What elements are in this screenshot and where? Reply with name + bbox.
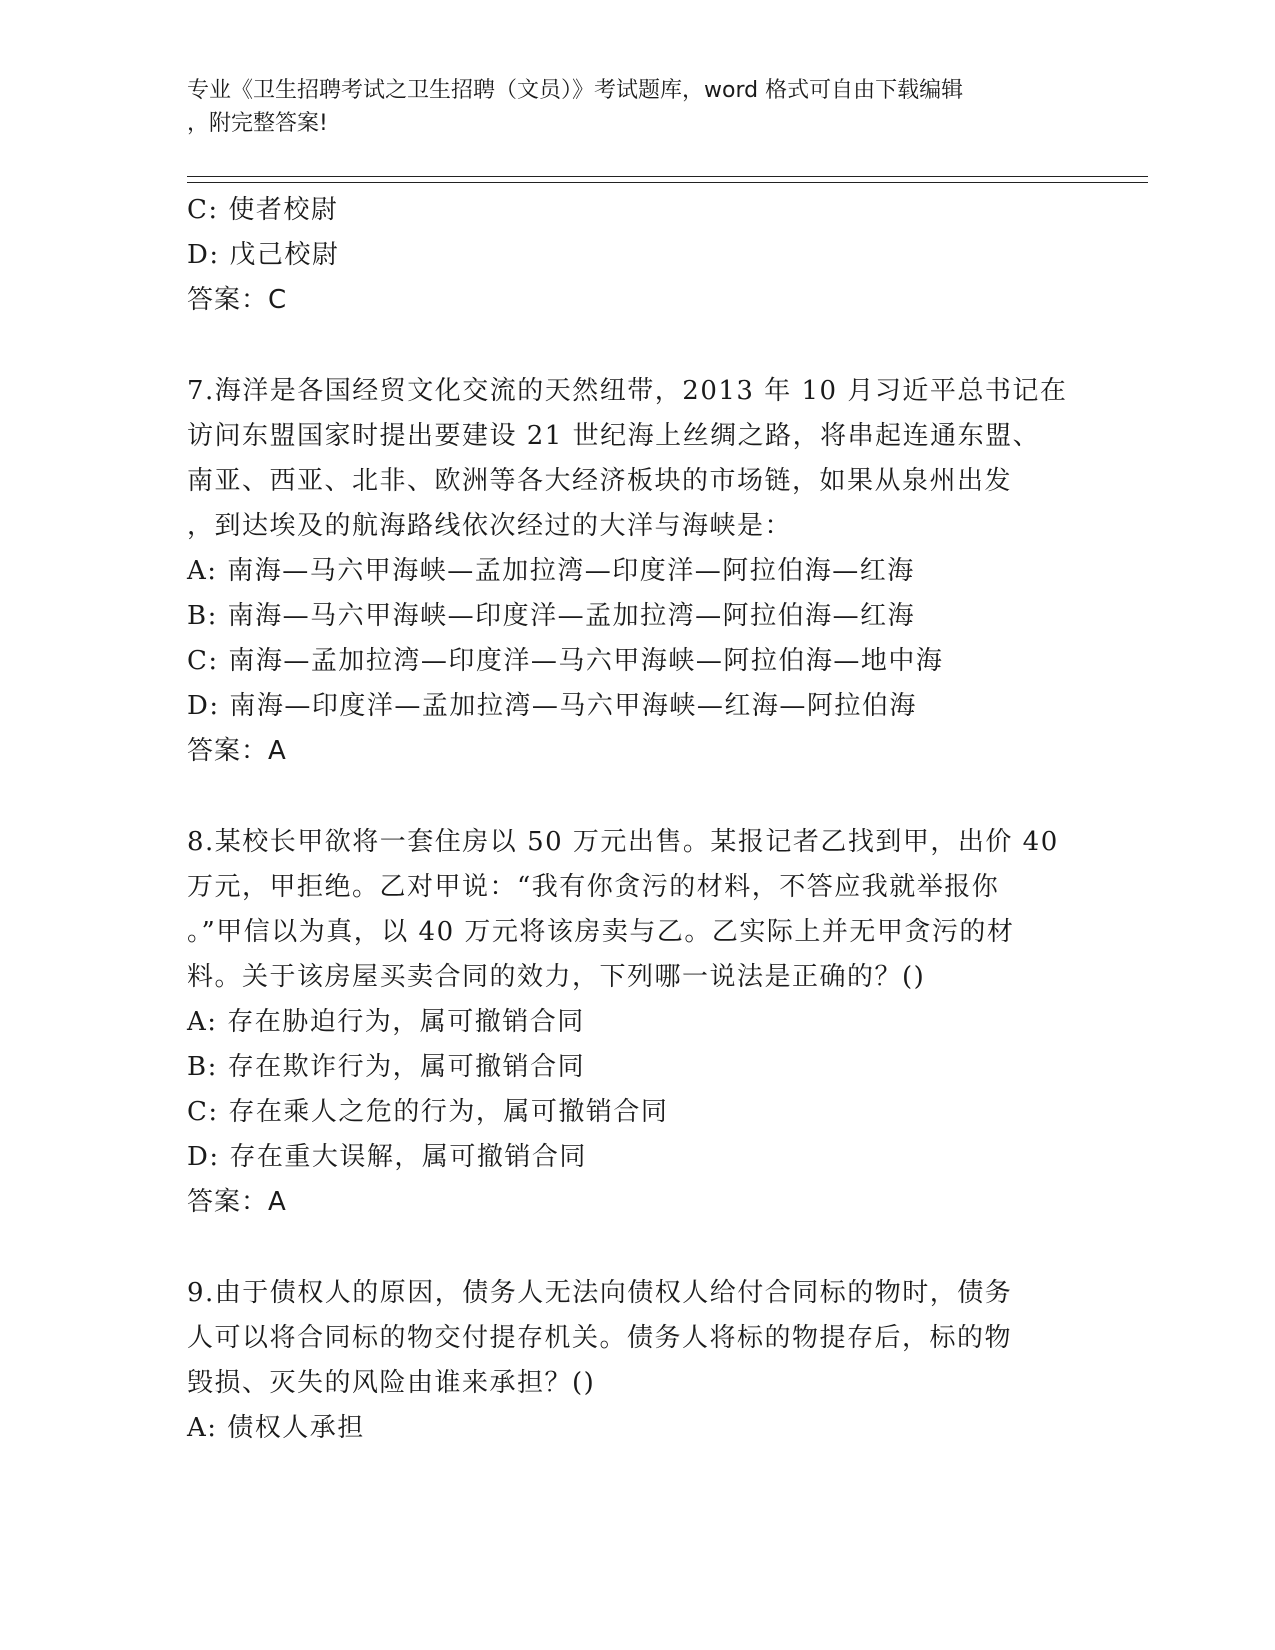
option-c: C: 存在乘人之危的行为，属可撤销合同 <box>187 1097 669 1127</box>
option-b: B: 存在欺诈行为，属可撤销合同 <box>187 1052 586 1082</box>
question-7 <box>187 369 1087 774</box>
question-text-line: 9.由于债权人的原因，债务人无法向债权人给付合同标的物时，债务 <box>187 1278 1013 1308</box>
option-a: A: 债权人承担 <box>187 1413 365 1443</box>
page-header <box>187 74 1087 140</box>
option-c: C: 使者校尉 <box>187 195 339 225</box>
option-d: D: 南海—印度洋—孟加拉湾—马六甲海峡—红海—阿拉伯海 <box>187 691 917 721</box>
question-text-line: 南亚、西亚、北非、欧洲等各大经济板块的市场链，如果从泉州出发 <box>187 466 1013 496</box>
spacer <box>187 323 1087 369</box>
option-a: A: 南海—马六甲海峡—孟加拉湾—印度洋—阿拉伯海—红海 <box>187 556 915 586</box>
option-b: B: 南海—马六甲海峡—印度洋—孟加拉湾—阿拉伯海—红海 <box>187 601 916 631</box>
option-d: D: 存在重大误解，属可撤销合同 <box>187 1142 587 1172</box>
question-9 <box>187 1271 1087 1451</box>
header-line-2: ，附完整答案! <box>187 111 328 136</box>
question-text-line: ，到达埃及的航海路线依次经过的大洋与海峡是： <box>187 511 793 541</box>
header-divider-bottom <box>187 182 1148 183</box>
question-text-line: 料。关于该房屋买卖合同的效力，下列哪一说法是正确的？() <box>187 962 926 992</box>
option-a: A: 存在胁迫行为，属可撤销合同 <box>187 1007 585 1037</box>
spacer <box>187 774 1087 820</box>
question-text-line: 毁损、灭失的风险由谁来承担？() <box>187 1368 596 1398</box>
question-text-line: 。”甲信以为真，以 40 万元将该房卖与乙。乙实际上并无甲贪污的材 <box>187 917 1015 947</box>
answer-line: 答案：C <box>187 285 288 315</box>
question-text-line: 7.海洋是各国经贸文化交流的天然纽带，2013 年 10 月习近平总书记在 <box>187 376 1068 406</box>
spacer <box>187 1225 1087 1271</box>
option-d: D: 戊己校尉 <box>187 240 340 270</box>
question-text-line: 人可以将合同标的物交付提存机关。债务人将标的物提存后，标的物 <box>187 1323 1013 1353</box>
answer-line: 答案：A <box>187 1187 287 1217</box>
question-text-line: 访问东盟国家时提出要建设 21 世纪海上丝绸之路，将串起连通东盟、 <box>187 421 1041 451</box>
question-text-line: 8.某校长甲欲将一套住房以 50 万元出售。某报记者乙找到甲，出价 40 <box>187 827 1059 857</box>
header-line-1: 专业《卫生招聘考试之卫生招聘（文员）》考试题库，word 格式可自由下载编辑 <box>187 78 964 103</box>
question-content <box>187 188 1087 1451</box>
option-c: C: 南海—孟加拉湾—印度洋—马六甲海峡—阿拉伯海—地中海 <box>187 646 944 676</box>
question-8 <box>187 820 1087 1225</box>
header-divider-top <box>187 176 1148 177</box>
question-text-line: 万元，甲拒绝。乙对甲说：“我有你贪污的材料，不答应我就举报你 <box>187 872 1000 902</box>
answer-line: 答案：A <box>187 736 287 766</box>
